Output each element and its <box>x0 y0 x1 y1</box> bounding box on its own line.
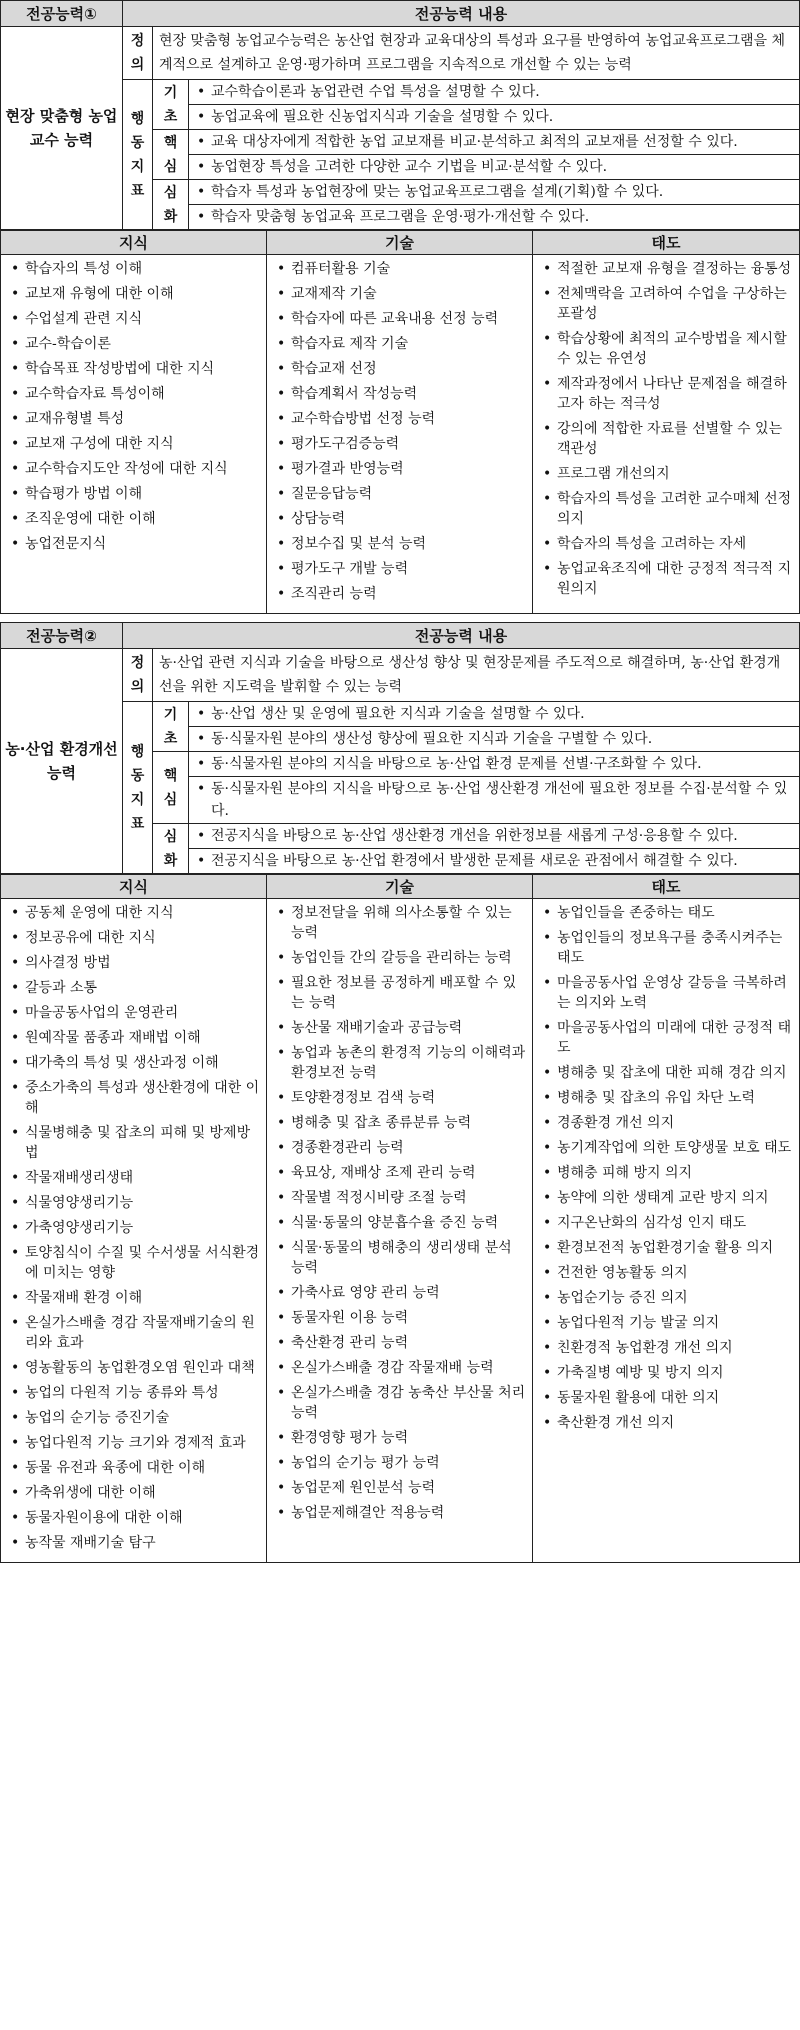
list-item: • 작물재배 환경 이해 <box>5 1288 262 1308</box>
list-item: • 농업문제 원인분석 능력 <box>271 1478 528 1498</box>
competency1-ksa-table <box>0 230 800 614</box>
list-item: • 조직운영에 대한 이해 <box>5 509 262 529</box>
list-item: • 식물영양생리기능 <box>5 1193 262 1213</box>
list-item: • 학습교재 선정 <box>271 359 528 379</box>
list-item: • 농업인들 간의 갈등을 관리하는 능력 <box>271 948 528 968</box>
competency1-definition-label: 정 의 <box>123 27 153 80</box>
list-item: • 조직관리 능력 <box>271 584 528 604</box>
competency1-skills-header: 기술 <box>267 231 533 255</box>
competency1-advanced-item: • 학습자 맞춤형 농업교육 프로그램을 운영·평가·개선할 수 있다. <box>189 205 799 229</box>
list-item: • 토양환경정보 검색 능력 <box>271 1088 528 1108</box>
list-item: • 교보재 구성에 대한 지식 <box>5 434 262 454</box>
competency1-level-basic-label: 기 초 <box>153 80 189 130</box>
competency1-basic-item: • 농업교육에 필요한 신농업지식과 기술을 설명할 수 있다. <box>189 105 799 129</box>
competency1-advanced-item: • 학습자 특성과 농업현장에 맞는 농업교육프로그램을 설계(기획)할 수 있다. <box>189 180 799 205</box>
list-item: • 학습자의 특성을 고려한 교수매체 선정의지 <box>537 489 795 529</box>
competency1-level-advanced-label: 심 화 <box>153 180 189 230</box>
competency1-skills-list <box>267 255 532 613</box>
list-item: • 정보공유에 대한 지식 <box>5 928 262 948</box>
list-item: • 농업과 농촌의 환경적 기능의 이해력과 환경보전 능력 <box>271 1043 528 1083</box>
list-item: • 농기계작업에 의한 토양생물 보호 태도 <box>537 1138 795 1158</box>
list-item: • 동물자원이용에 대한 이해 <box>5 1508 262 1528</box>
list-item: • 공동체 운영에 대한 지식 <box>5 903 262 923</box>
list-item: • 농업인들을 존중하는 태도 <box>537 903 795 923</box>
competency1-name: 현장 맞춤형 농업교수 능력 <box>1 27 123 230</box>
competency1-level-core-label: 핵 심 <box>153 130 189 180</box>
list-item: • 교수학습방법 선정 능력 <box>271 409 528 429</box>
list-item: • 필요한 정보를 공정하게 배포할 수 있는 능력 <box>271 973 528 1013</box>
list-item: • 교수-학습이론 <box>5 334 262 354</box>
list-item: • 평가결과 반영능력 <box>271 459 528 479</box>
list-item: • 학습자의 특성 이해 <box>5 259 262 279</box>
list-item: • 의사결정 방법 <box>5 953 262 973</box>
list-item: • 가축사료 영양 관리 능력 <box>271 1283 528 1303</box>
list-item: • 농업교육조직에 대한 긍정적 적극적 지원의지 <box>537 559 795 599</box>
competency2-name: 농·산업 환경개선 능력 <box>1 649 123 874</box>
competency2-basic-item: • 농·산업 생산 및 운영에 필요한 지식과 기술을 설명할 수 있다. <box>189 702 799 727</box>
list-item: • 상담능력 <box>271 509 528 529</box>
list-item: • 정보수집 및 분석 능력 <box>271 534 528 554</box>
competency2-advanced-item: • 전공지식을 바탕으로 농·산업 생산환경 개선을 위한정보를 새롭게 구성·응용할 수 있다. <box>189 824 799 849</box>
competency1-indicator-label: 행 동 지 표 <box>123 80 153 230</box>
list-item: • 동물자원 이용 능력 <box>271 1308 528 1328</box>
list-item: • 제작과정에서 나타난 문제점을 해결하고자 하는 적극성 <box>537 374 795 414</box>
list-item: • 동물자원 활용에 대한 의지 <box>537 1388 795 1408</box>
competency2-header: 전공능력 내용 <box>123 623 800 649</box>
list-item: • 식물·동물의 양분흡수율 증진 능력 <box>271 1213 528 1233</box>
list-item: • 가축위생에 대한 이해 <box>5 1483 262 1503</box>
list-item: • 경종환경 개선 의지 <box>537 1113 795 1133</box>
list-item: • 교재제작 기술 <box>271 284 528 304</box>
list-item: • 학습상황에 최적의 교수방법을 제시할 수 있는 유연성 <box>537 329 795 369</box>
list-item: • 온실가스배출 경감 작물재배 능력 <box>271 1358 528 1378</box>
list-item: • 교수학습지도안 작성에 대한 지식 <box>5 459 262 479</box>
list-item: • 축산환경 관리 능력 <box>271 1333 528 1353</box>
list-item: • 학습계획서 작성능력 <box>271 384 528 404</box>
list-item: • 식물·동물의 병해충의 생리생태 분석 능력 <box>271 1238 528 1278</box>
competency2-knowledge-list <box>1 899 266 1562</box>
list-item: • 농업의 순기능 증진기술 <box>5 1408 262 1428</box>
list-item: • 평가도구검증능력 <box>271 434 528 454</box>
list-item: • 학습자에 따른 교육내용 선정 능력 <box>271 309 528 329</box>
list-item: • 식물병해충 및 잡초의 피해 및 방제방법 <box>5 1123 262 1163</box>
list-item: • 병해충 및 잡초에 대한 피해 경감 의지 <box>537 1063 795 1083</box>
list-item: • 가축영양생리기능 <box>5 1218 262 1238</box>
list-item: • 학습자의 특성을 고려하는 자세 <box>537 534 795 554</box>
competency1-attitudes-list <box>533 255 799 608</box>
list-item: • 갈등과 소통 <box>5 978 262 998</box>
competency2-core-item: • 동·식물자원 분야의 지식을 바탕으로 농·산업 환경 문제를 선별·구조화할 수 있다. <box>189 752 799 777</box>
list-item: • 농업의 순기능 평가 능력 <box>271 1453 528 1473</box>
list-item: • 프로그램 개선의지 <box>537 464 795 484</box>
list-item: • 마을공동사업의 운영관리 <box>5 1003 262 1023</box>
list-item: • 농업인들의 정보욕구를 충족시켜주는 태도 <box>537 928 795 968</box>
list-item: • 농업순기능 증진 의지 <box>537 1288 795 1308</box>
list-item: • 환경보전적 농업환경기술 활용 의지 <box>537 1238 795 1258</box>
list-item: • 농작물 재배기술 탐구 <box>5 1533 262 1553</box>
list-item: • 중소가축의 특성과 생산환경에 대한 이해 <box>5 1078 262 1118</box>
list-item: • 학습목표 작성방법에 대한 지식 <box>5 359 262 379</box>
competency1-label: 전공능력① <box>1 1 123 27</box>
list-item: • 교재유형별 특성 <box>5 409 262 429</box>
competency2-core-item: • 동·식물자원 분야의 지식을 바탕으로 농·산업 생산환경 개선에 필요한 정보를 수집·분석할 수 있다. <box>189 777 799 823</box>
list-item: • 동물 유전과 육종에 대한 이해 <box>5 1458 262 1478</box>
list-item: • 친환경적 농업환경 개선 의지 <box>537 1338 795 1358</box>
competency2-skills-list <box>267 899 532 1532</box>
list-item: • 컴퓨터활용 기술 <box>271 259 528 279</box>
list-item: • 수업설계 관련 지식 <box>5 309 262 329</box>
list-item: • 농산물 재배기술과 공급능력 <box>271 1018 528 1038</box>
list-item: • 병해충 피해 방지 의지 <box>537 1163 795 1183</box>
list-item: • 가축질병 예방 및 방지 의지 <box>537 1363 795 1383</box>
list-item: • 병해충 및 잡초 종류분류 능력 <box>271 1113 528 1133</box>
list-item: • 대가축의 특성 및 생산과정 이해 <box>5 1053 262 1073</box>
list-item: • 정보전달을 위해 의사소통할 수 있는 능력 <box>271 903 528 943</box>
competency2-table <box>0 622 800 874</box>
competency1-attitudes-header: 태도 <box>533 231 800 255</box>
list-item: • 학습평가 방법 이해 <box>5 484 262 504</box>
list-item: • 작물재배생리생태 <box>5 1168 262 1188</box>
list-item: • 교보재 유형에 대한 이해 <box>5 284 262 304</box>
list-item: • 마을공동사업의 미래에 대한 긍정적 태도 <box>537 1018 795 1058</box>
competency2-label: 전공능력② <box>1 623 123 649</box>
competency1-core-item: • 교육 대상자에게 적합한 농업 교보재를 비교·분석하고 최적의 교보재를 선정할 수 있다. <box>189 130 799 155</box>
list-item: • 농업문제해결안 적용능력 <box>271 1503 528 1523</box>
list-item: • 전체맥락을 고려하여 수업을 구상하는 포괄성 <box>537 284 795 324</box>
list-item: • 마을공동사업 운영상 갈등을 극복하려는 의지와 노력 <box>537 973 795 1013</box>
competency2-advanced-item: • 전공지식을 바탕으로 농·산업 환경에서 발생한 문제를 새로운 관점에서 해결할 수 있다. <box>189 849 799 873</box>
competency2-ksa-table <box>0 874 800 1563</box>
list-item: • 온실가스배출 경감 작물재배기술의 원리와 효과 <box>5 1313 262 1353</box>
competency2-indicator-label: 행 동 지 표 <box>123 702 153 874</box>
list-item: • 병해충 및 잡초의 유입 차단 노력 <box>537 1088 795 1108</box>
list-item: • 지구온난화의 심각성 인지 태도 <box>537 1213 795 1233</box>
competency1-table <box>0 0 800 230</box>
list-item: • 육묘상, 재배상 조제 관리 능력 <box>271 1163 528 1183</box>
list-item: • 환경영향 평가 능력 <box>271 1428 528 1448</box>
competency2-level-advanced-label: 심 화 <box>153 824 189 874</box>
list-item: • 질문응답능력 <box>271 484 528 504</box>
list-item: • 원예작물 품종과 재배법 이해 <box>5 1028 262 1048</box>
list-item: • 작물별 적정시비량 조절 능력 <box>271 1188 528 1208</box>
list-item: • 토양침식이 수질 및 수서생물 서식환경에 미치는 영향 <box>5 1243 262 1283</box>
competency2-attitudes-list <box>533 899 799 1442</box>
list-item: • 교수학습자료 특성이해 <box>5 384 262 404</box>
list-item: • 농업다원적 기능 발굴 의지 <box>537 1313 795 1333</box>
competency2-level-basic-label: 기 초 <box>153 702 189 752</box>
competency2-knowledge-header: 지식 <box>1 875 267 899</box>
competency2-definition: 농·산업 관련 지식과 기술을 바탕으로 생산성 향상 및 현장문제를 주도적으로 해결하며, 농·산업 환경개선을 위한 지도력을 발휘할 수 있는 능력 <box>153 649 800 702</box>
list-item: • 건전한 영농활동 의지 <box>537 1263 795 1283</box>
list-item: • 농업전문지식 <box>5 534 262 554</box>
list-item: • 농업다원적 기능 크기와 경제적 효과 <box>5 1433 262 1453</box>
competency1-definition: 현장 맞춤형 농업교수능력은 농산업 현장과 교육대상의 특성과 요구를 반영하여 농업교육프로그램을 체계적으로 설계하고 운영·평가하며 프로그램을 지속적으로 개선할 수 있는 능력 <box>153 27 800 80</box>
competency1-knowledge-list <box>1 255 266 563</box>
list-item: • 강의에 적합한 자료를 선별할 수 있는 객관성 <box>537 419 795 459</box>
list-item: • 온실가스배출 경감 농축산 부산물 처리 능력 <box>271 1383 528 1423</box>
list-item: • 평가도구 개발 능력 <box>271 559 528 579</box>
list-item: • 영농활동의 농업환경오염 원인과 대책 <box>5 1358 262 1378</box>
list-item: • 경종환경관리 능력 <box>271 1138 528 1158</box>
list-item: • 학습자료 제작 기술 <box>271 334 528 354</box>
competency2-level-core-label: 핵 심 <box>153 752 189 824</box>
competency1-knowledge-header: 지식 <box>1 231 267 255</box>
competency1-header: 전공능력 내용 <box>123 1 800 27</box>
list-item: • 축산환경 개선 의지 <box>537 1413 795 1433</box>
competency2-attitudes-header: 태도 <box>533 875 800 899</box>
list-item: • 적절한 교보재 유형을 결정하는 융통성 <box>537 259 795 279</box>
competency1-core-item: • 농업현장 특성을 고려한 다양한 교수 기법을 비교·분석할 수 있다. <box>189 155 799 179</box>
list-item: • 농업의 다원적 기능 종류와 특성 <box>5 1383 262 1403</box>
competency2-definition-label: 정 의 <box>123 649 153 702</box>
list-item: • 농약에 의한 생태계 교란 방지 의지 <box>537 1188 795 1208</box>
competency1-basic-item: • 교수학습이론과 농업관련 수업 특성을 설명할 수 있다. <box>189 80 799 105</box>
competency2-basic-item: • 동·식물자원 분야의 생산성 향상에 필요한 지식과 기술을 구별할 수 있다. <box>189 727 799 751</box>
competency2-skills-header: 기술 <box>267 875 533 899</box>
